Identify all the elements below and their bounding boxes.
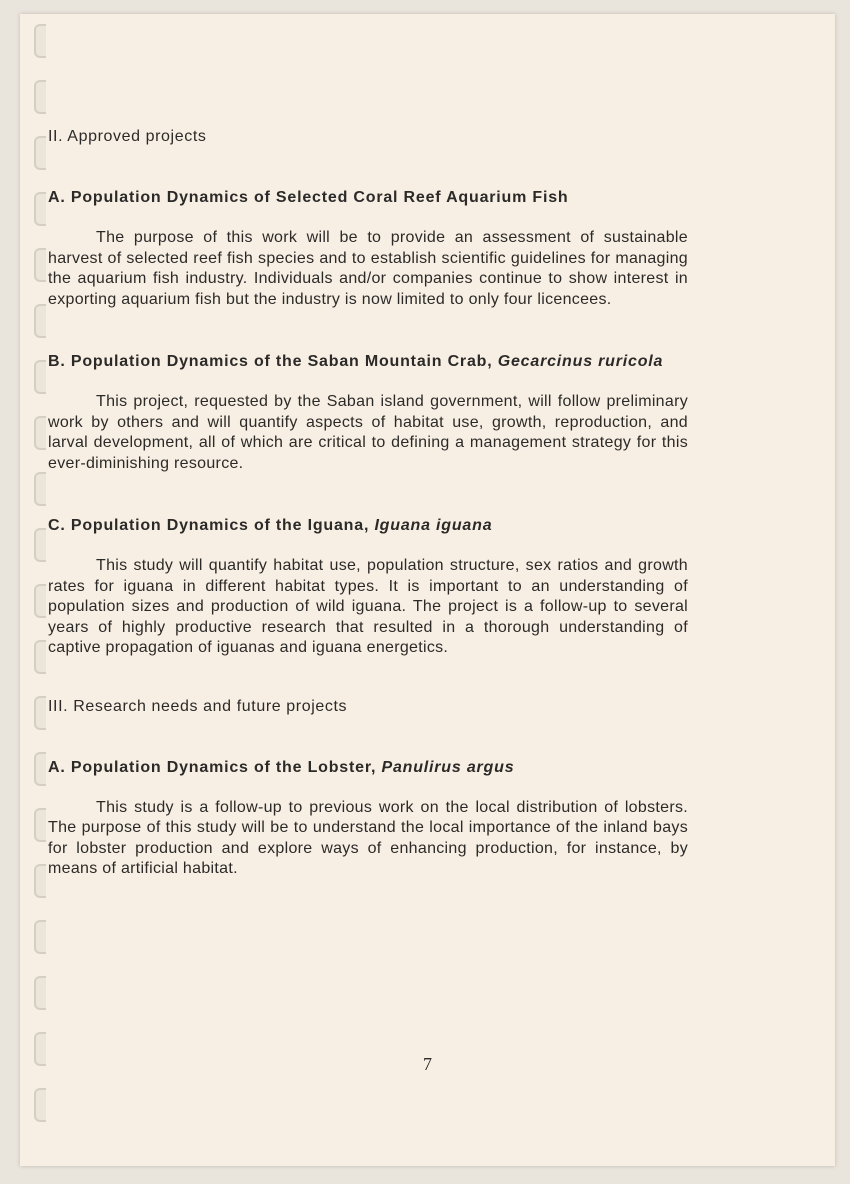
binding-ring-icon xyxy=(34,1032,46,1066)
project-heading-mountain-crab: B. Population Dynamics of the Saban Mountain Crab, Gecarcinus ruricola xyxy=(48,353,664,370)
binding-ring-icon xyxy=(34,584,46,618)
binding-ring-icon xyxy=(34,864,46,898)
species-name: Panulirus argus xyxy=(381,758,515,776)
binding-ring-icon xyxy=(34,472,46,506)
project-body-iguana: This study will quantify habitat use, population structure, sex ratios and growth rates for iguana in different habitat types. It is important to an understanding of population sizes and production of wild iguana. The project is a follow-up to several years of highly productive research that resulted in a thorough understanding of captive propagation of iguanas and iguana energetics. xyxy=(48,557,688,656)
project-body-coral-fish: The purpose of this work will be to provide an assessment of sustainable harvest of selected reef fish species and to establish scientific guidelines for managing the aquarium fish industry. Individuals and/or companies continue to show interest in exporting aquarium fish but the industry is now limited to only four licencees. xyxy=(48,229,688,308)
binding-ring-icon xyxy=(34,528,46,562)
binding-ring-icon xyxy=(34,136,46,170)
page-number: 7 xyxy=(423,1054,432,1074)
binding-ring-icon xyxy=(34,1088,46,1122)
binding-ring-icon xyxy=(34,808,46,842)
project-heading-coral-fish: A. Population Dynamics of Selected Coral Reef Aquarium Fish xyxy=(48,189,569,206)
section-title-research-needs: III. Research needs and future projects xyxy=(48,697,348,715)
binding-ring-icon xyxy=(34,192,46,226)
binding-ring-icon xyxy=(34,696,46,730)
binding-ring-icon xyxy=(34,360,46,394)
binding-ring-icon xyxy=(34,80,46,114)
binding-ring-icon xyxy=(34,920,46,954)
binding-ring-icon xyxy=(34,304,46,338)
binding-ring-icon xyxy=(34,248,46,282)
binding-ring-icon xyxy=(34,416,46,450)
binding-ring-icon xyxy=(34,640,46,674)
project-body-lobster: This study is a follow-up to previous work on the local distribution of lobsters. The purpose of this study will be to understand the local importance of the inland bays for lobster production and explore ways of enhancing production, for instance, by means of artificial habitat. xyxy=(48,798,688,877)
project-body-mountain-crab: This project, requested by the Saban island government, will follow preliminary work by others and will quantify aspects of habitat use, growth, reproduction, and larval development, all of which are critical to defining a management strategy for this ever-diminishing resource. xyxy=(48,393,688,472)
species-name: Gecarcinus ruricola xyxy=(497,353,664,370)
binding-ring-icon xyxy=(34,752,46,786)
project-heading-lobster: A. Population Dynamics of the Lobster, Panulirus argus xyxy=(48,758,515,776)
species-name: Iguana iguana xyxy=(374,517,493,534)
binding-ring-icon xyxy=(34,24,46,58)
section-title-approved: II. Approved projects xyxy=(48,128,207,145)
document-content xyxy=(48,116,688,880)
binding-ring-icon xyxy=(34,976,46,1010)
project-heading-iguana: C. Population Dynamics of the Iguana, Iguana iguana xyxy=(48,517,493,534)
